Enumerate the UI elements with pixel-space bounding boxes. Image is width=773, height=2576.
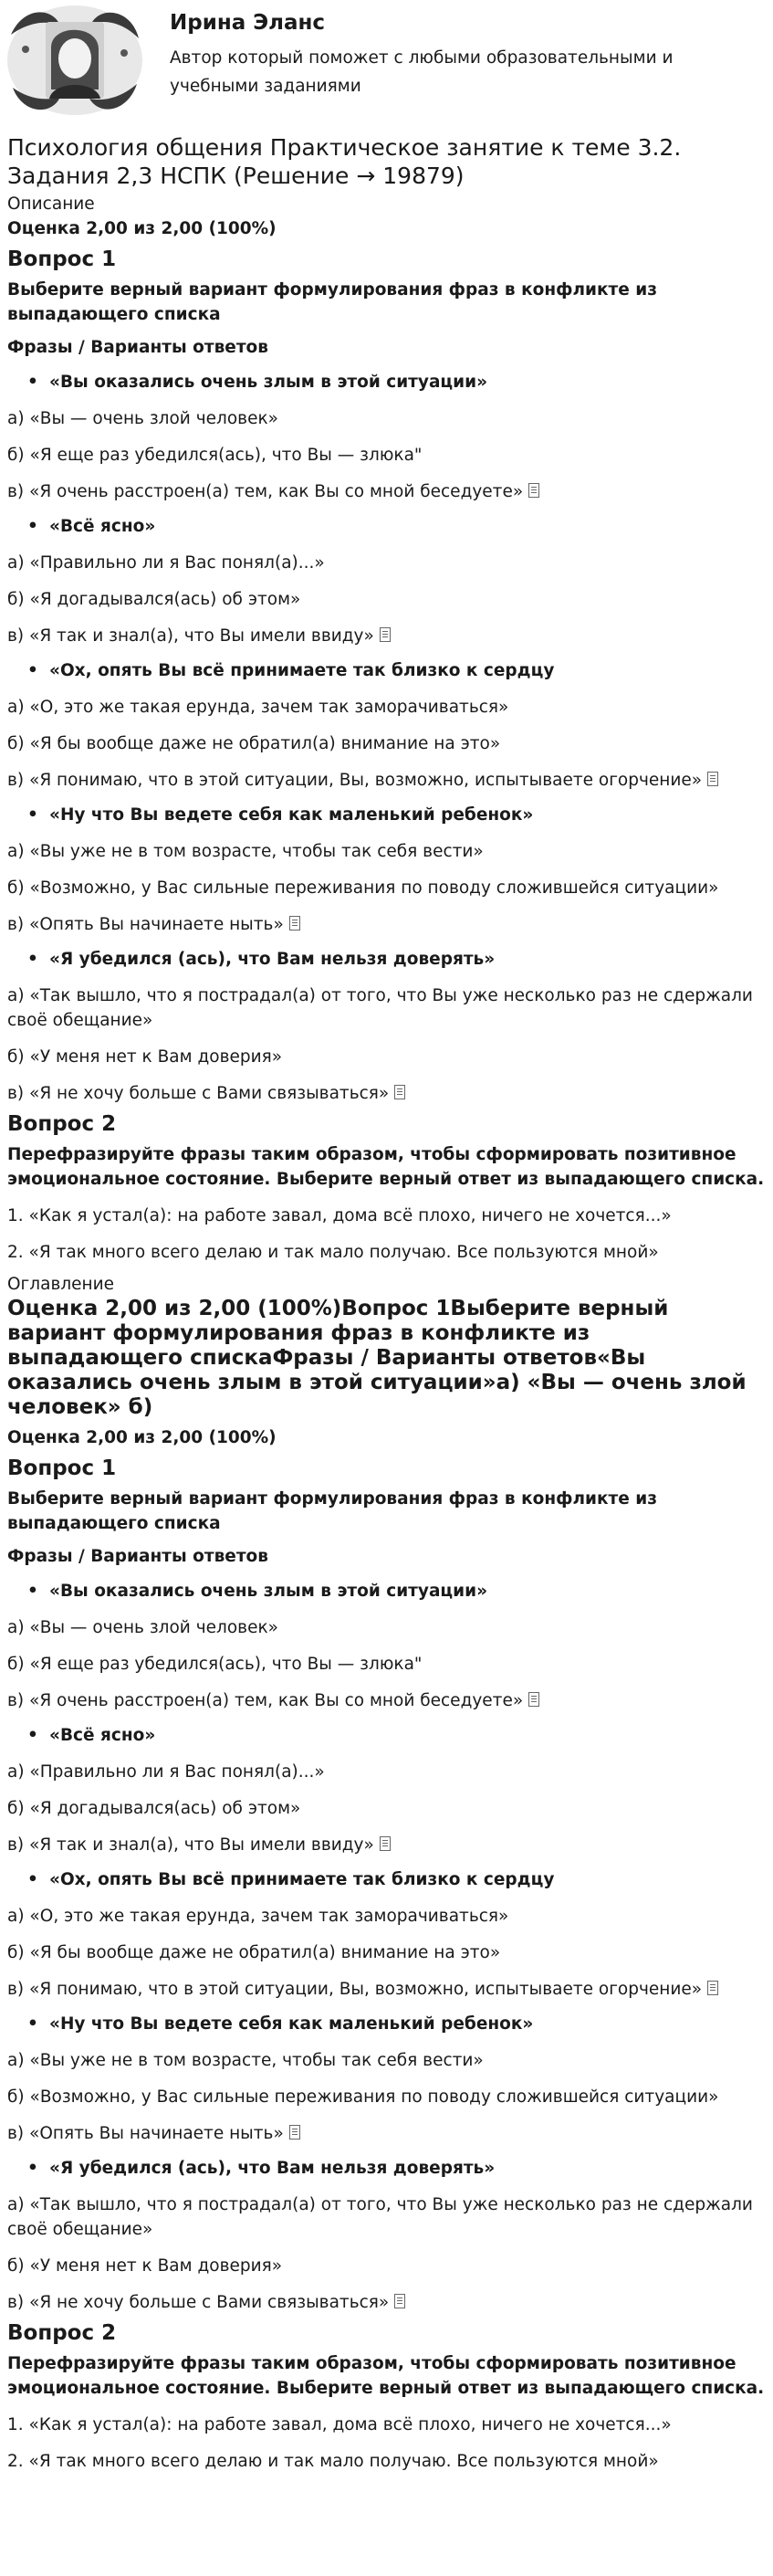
bullet-icon: • [27,373,38,392]
answer-item: 2. «Я так много всего делаю и так мало получаю. Все пользуются мной» [7,2452,659,2471]
phrase-item: • «Всё ясно» [7,514,765,539]
answer-option: а) «Правильно ли я Вас понял(а)...» [7,553,325,573]
description-label: Описание [7,195,95,214]
answer-option: б) «Возможно, у Вас сильные переживания по поводу сложившейся ситуации» [7,878,719,898]
grade-text: Оценка 2,00 из 2,00 (100%) [7,1428,277,1447]
placeholder-glyph-icon [528,483,539,498]
answer-option: в) «Я не хочу больше с Вами связываться» [7,2290,765,2315]
answer-option: а) «Так вышло, что я пострадал(а) от того, что Вы уже несколько раз не сдержали своё обещание» [7,986,753,1030]
answer-option: а) «Вы уже не в том возрасте, чтобы так себя вести» [7,2051,484,2070]
toc-label: Оглавление [7,1275,115,1294]
answer-option: б) «Я бы вообще даже не обратил(а) внимание на это» [7,734,501,753]
grade-text: Оценка 2,00 из 2,00 (100%) [7,219,277,238]
answer-option: б) «Я еще раз убедился(ась), что Вы — злюка" [7,1655,423,1674]
question-2-section [7,1110,765,1265]
phrase-item: • «Вы оказались очень злым в этой ситуации» [7,1579,765,1603]
bullet-icon: • [27,2159,38,2178]
placeholder-glyph-icon [394,2294,405,2308]
placeholder-glyph-icon [289,2125,300,2140]
answer-option: а) «Вы уже не в том возрасте, чтобы так себя вести» [7,842,484,861]
bullet-icon: • [27,1582,38,1601]
placeholder-glyph-icon [707,1981,718,1995]
bullet-icon: • [27,1870,38,1889]
phrase-item: • «Ну что Вы ведете себя как маленький ребенок» [7,2012,765,2036]
answer-item: 2. «Я так много всего делаю и так мало получаю. Все пользуются мной» [7,1243,659,1262]
bullet-icon: • [27,1726,38,1745]
answer-option: б) «У меня нет к Вам доверия» [7,2256,283,2276]
placeholder-glyph-icon [380,1836,391,1851]
question-heading: Вопрос 2 [7,1112,117,1136]
author-avatar [5,2,144,119]
question-text: Выберите верный вариант формулирования фраз в конфликте из выпадающего списка [7,280,657,324]
question-heading: Вопрос 1 [7,247,117,271]
answer-item: 1. «Как я устал(а): на работе завал, дома всё плохо, ничего не хочется...» [7,1206,672,1225]
phrase-item: • «Всё ясно» [7,1723,765,1748]
question-1-section-repeat [7,1455,765,2315]
phrase-item: • «Я убедился (ась), что Вам нельзя доверять» [7,2156,765,2181]
question-2-section-repeat [7,2319,765,2474]
placeholder-glyph-icon [394,1085,405,1099]
question-heading: Вопрос 2 [7,2321,117,2345]
answer-option: б) «Я еще раз убедился(ась), что Вы — злюка" [7,446,423,465]
question-1-section [7,246,765,1106]
placeholder-glyph-icon [380,627,391,642]
document-content [7,133,765,2474]
answer-option: в) «Я не хочу больше с Вами связываться» [7,1081,765,1106]
answer-item: 1. «Как я устал(а): на работе завал, дома всё плохо, ничего не хочется...» [7,2415,672,2434]
answer-option: а) «О, это же такая ерунда, зачем так заморачиваться» [7,698,509,717]
answer-option: в) «Я понимаю, что в этой ситуации, Вы, возможно, испытываете огорчение» [7,768,765,793]
answer-option: в) «Я так и знал(а), что Вы имели ввиду» [7,624,765,648]
placeholder-glyph-icon [528,1692,539,1707]
answer-option: а) «Правильно ли я Вас понял(а)...» [7,1762,325,1782]
toc-text: Оценка 2,00 из 2,00 (100%)Вопрос 1Выберите верный вариант формулирования фраз в конфликте из выпадающего спискаФразы / Варианты ответов«Вы оказались очень злым в этой ситуации»а) «Вы — очень злой человек» б) [7,1297,747,1419]
question-text: Перефразируйте фразы таким образом, чтобы сформировать позитивное эмоциональное состояние. Выберите верный ответ из выпадающего списка. [7,1145,765,1189]
placeholder-glyph-icon [707,772,718,786]
phrase-item: • «Ох, опять Вы всё принимаете так близко к сердцу [7,1867,765,1892]
answer-option: в) «Я очень расстроен(а) тем, как Вы со мной беседуете» [7,479,765,504]
question-heading: Вопрос 1 [7,1456,117,1480]
answer-option: в) «Я так и знал(а), что Вы имели ввиду» [7,1833,765,1857]
answer-option: в) «Опять Вы начинаете ныть» [7,2121,765,2146]
answer-option: б) «Я догадывался(ась) об этом» [7,1799,301,1818]
bullet-icon: • [27,950,38,969]
question-text: Выберите верный вариант формулирования фраз в конфликте из выпадающего списка [7,1489,657,1533]
answer-option: в) «Я понимаю, что в этой ситуации, Вы, возможно, испытываете огорчение» [7,1977,765,2002]
answer-option: б) «У меня нет к Вам доверия» [7,1047,283,1067]
bullet-icon: • [27,2014,38,2034]
author-description: Автор который поможет с любыми образовательными и учебными заданиями [170,48,674,96]
answer-option: а) «Вы — очень злой человек» [7,409,278,428]
answer-option: б) «Я бы вообще даже не обратил(а) внимание на это» [7,1943,501,1962]
answer-option: б) «Возможно, у Вас сильные переживания по поводу сложившейся ситуации» [7,2087,719,2107]
phrase-item: • «Ну что Вы ведете себя как маленький ребенок» [7,803,765,827]
phrase-item: • «Вы оказались очень злым в этой ситуации» [7,370,765,394]
phrase-item: • «Я убедился (ась), что Вам нельзя доверять» [7,947,765,972]
question-subheading: Фразы / Варианты ответов [7,338,268,357]
answer-option: в) «Я очень расстроен(а) тем, как Вы со мной беседуете» [7,1688,765,1713]
answer-option: в) «Опять Вы начинаете ныть» [7,912,765,937]
answer-option: а) «Вы — очень злой человек» [7,1618,278,1637]
question-text: Перефразируйте фразы таким образом, чтобы сформировать позитивное эмоциональное состояние. Выберите верный ответ из выпадающего списка. [7,2354,765,2398]
placeholder-glyph-icon [289,916,300,931]
bullet-icon: • [27,805,38,825]
bullet-icon: • [27,661,38,680]
bullet-icon: • [27,517,38,536]
phrase-item: • «Ох, опять Вы всё принимаете так близко к сердцу [7,658,765,683]
answer-option: а) «Так вышло, что я пострадал(а) от того, что Вы уже несколько раз не сдержали своё обещание» [7,2195,753,2239]
question-subheading: Фразы / Варианты ответов [7,1547,268,1566]
answer-option: а) «О, это же такая ерунда, зачем так заморачиваться» [7,1907,509,1926]
author-name: Ирина Эланс [170,11,326,35]
answer-option: б) «Я догадывался(ась) об этом» [7,590,301,609]
author-header [0,0,773,128]
document-title: Психология общения Практическое занятие к теме 3.2. Задания 2,3 НСПК (Решение → 19879) [7,134,682,189]
